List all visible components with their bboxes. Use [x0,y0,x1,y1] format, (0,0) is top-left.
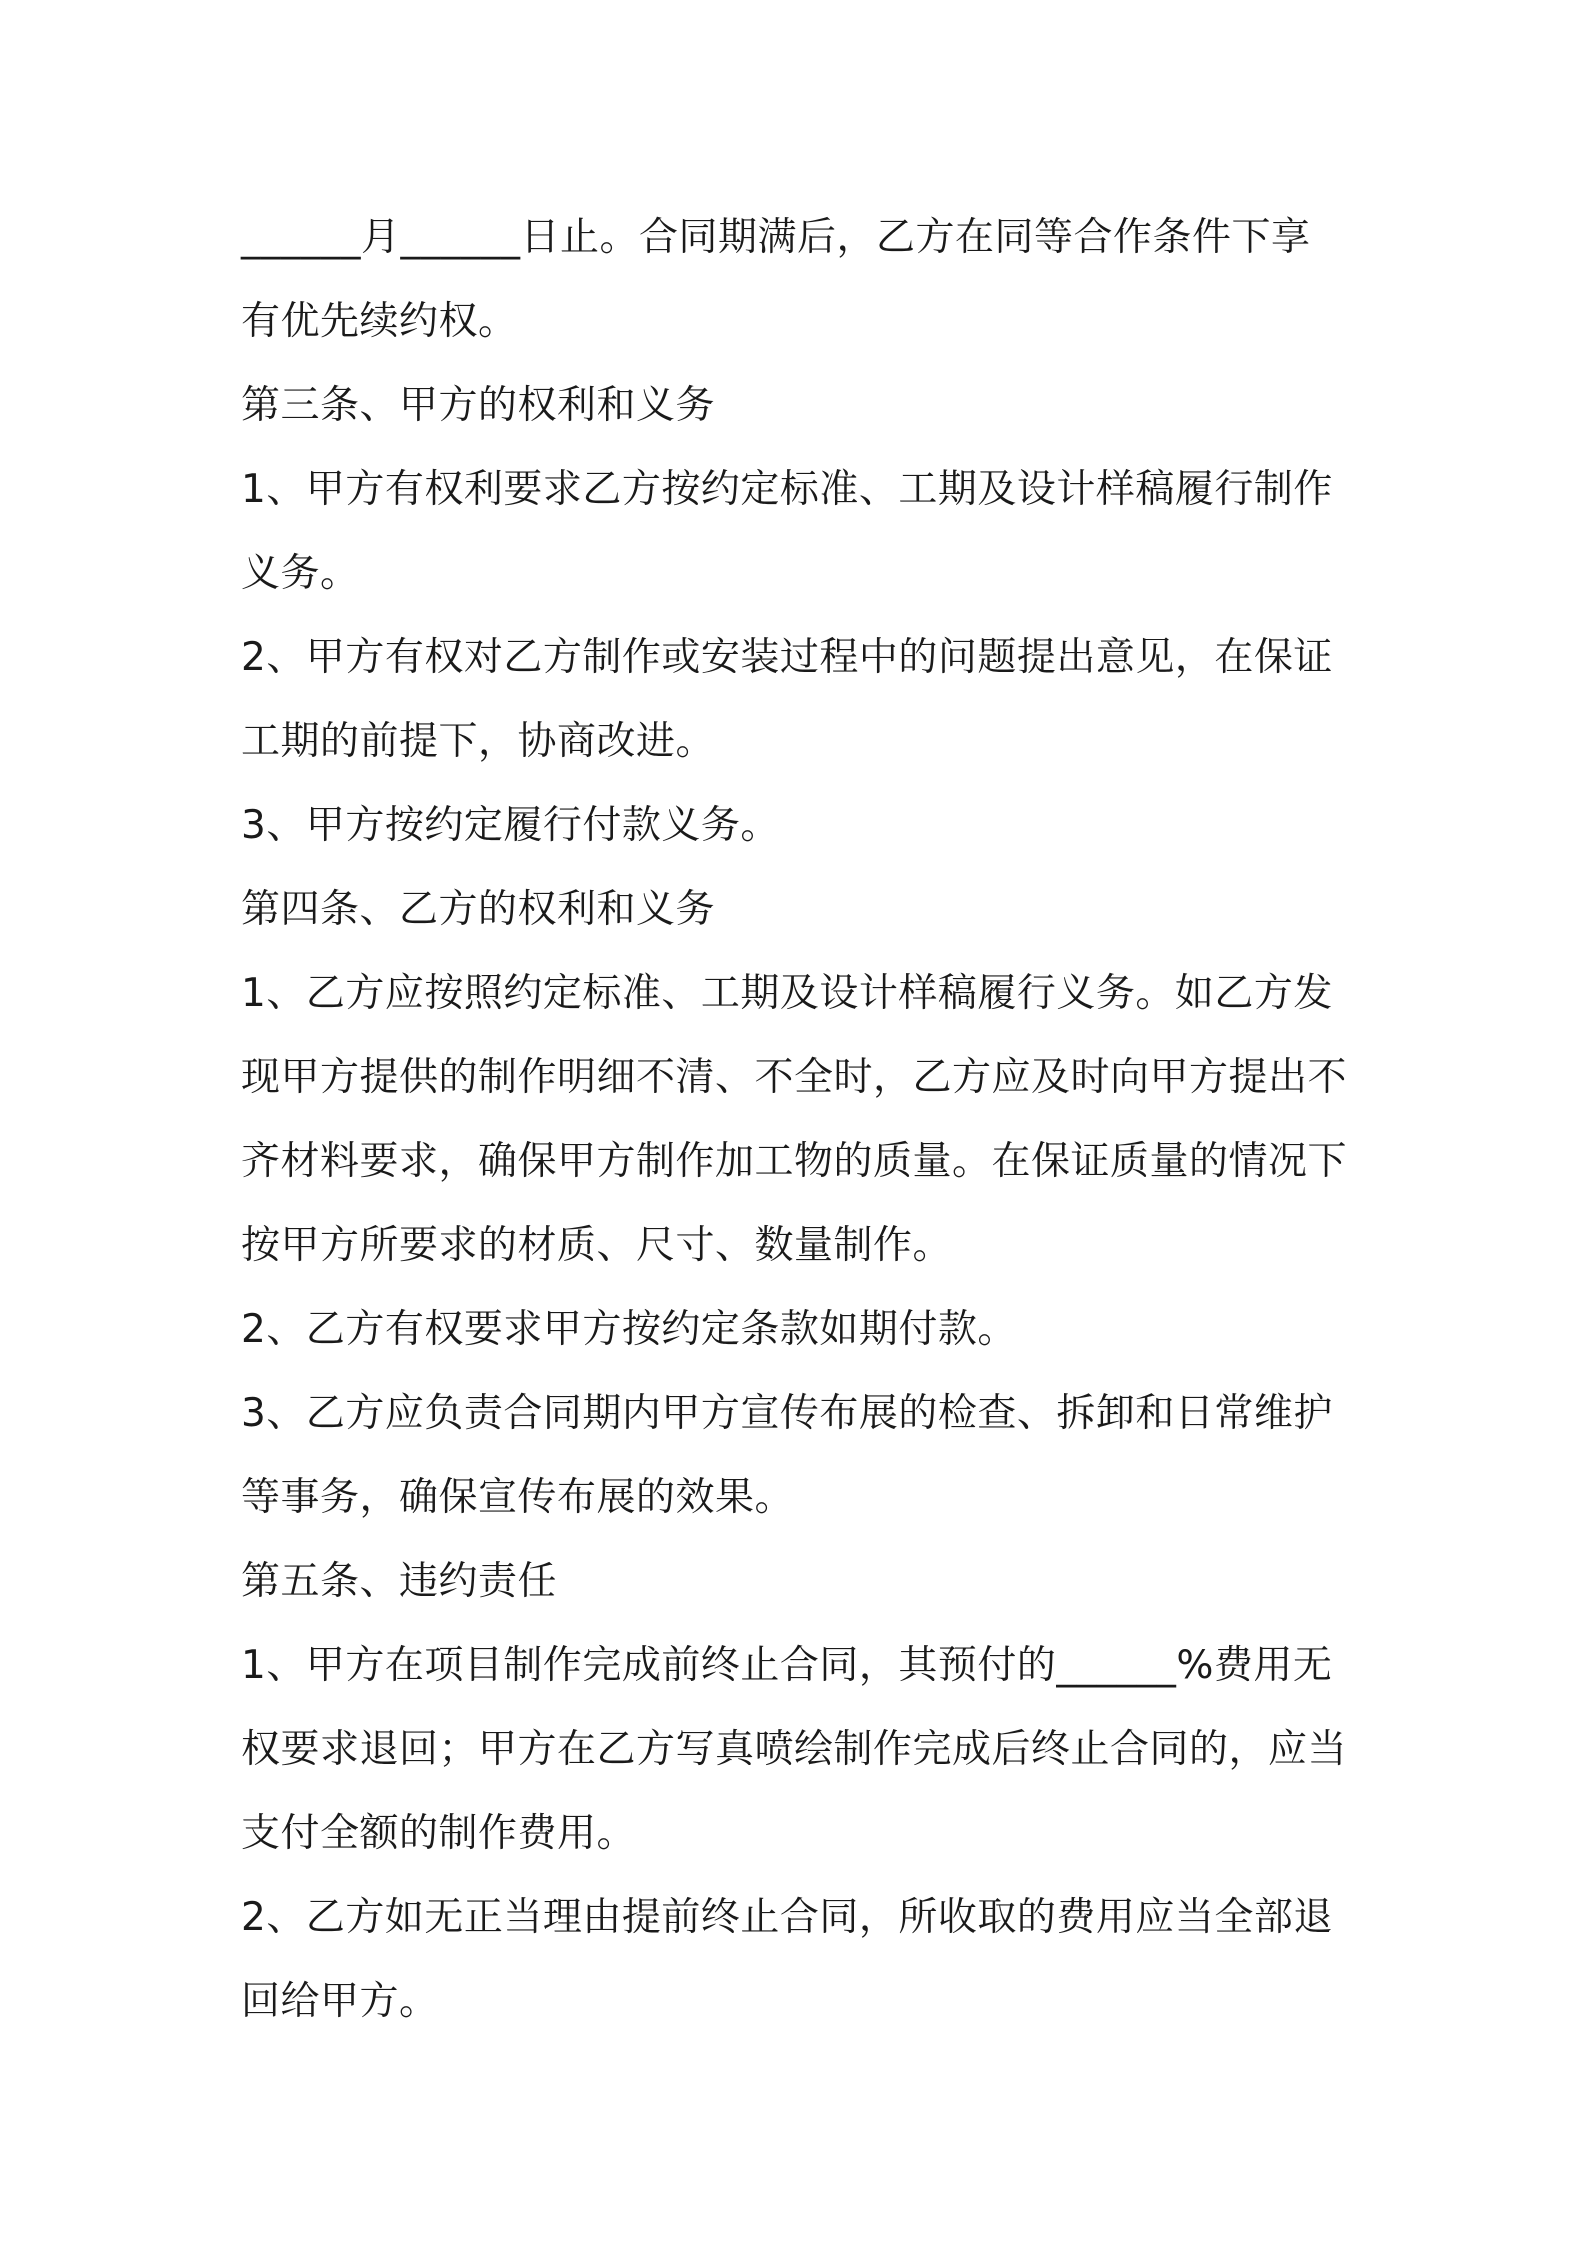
text-line: 支付全额的制作费用。 [241,1811,637,1856]
text-line: 2、乙方有权要求甲方按约定条款如期付款。 [241,1307,1017,1352]
section-heading: 第四条、乙方的权利和义务 [241,887,716,932]
text-line: 有优先续约权。 [241,299,518,344]
text-line: 义务。 [241,551,360,596]
text-line: 1、乙方应按照约定标准、工期及设计样稿履行义务。如乙方发 [241,971,1333,1016]
section-heading: 第五条、违约责任 [241,1559,558,1604]
text-line: 工期的前提下，协商改进。 [241,719,716,764]
text-line: 2、甲方有权对乙方制作或安装过程中的问题提出意见，在保证 [241,635,1333,680]
text-line: 1、甲方有权利要求乙方按约定标准、工期及设计样稿履行制作 [241,467,1333,512]
text-line: 现甲方提供的制作明细不清、不全时，乙方应及时向甲方提出不 [241,1055,1348,1100]
text-line: 3、乙方应负责合同期内甲方宣传布展的检查、拆卸和日常维护 [241,1391,1333,1436]
document-body [241,196,1361,2044]
text-line: 回给甲方。 [241,1979,439,2024]
text-line: ______月______日止。合同期满后，乙方在同等合作条件下享 [241,215,1311,260]
text-line: 2、乙方如无正当理由提前终止合同，所收取的费用应当全部退 [241,1895,1333,1940]
text-line: 权要求退回；甲方在乙方写真喷绘制作完成后终止合同的，应当 [241,1727,1348,1772]
text-line: 按甲方所要求的材质、尺寸、数量制作。 [241,1223,953,1268]
text-line: 齐材料要求，确保甲方制作加工物的质量。在保证质量的情况下 [241,1139,1348,1184]
text-line: 1、甲方在项目制作完成前终止合同，其预付的______%费用无 [241,1643,1333,1688]
text-line: 3、甲方按约定履行付款义务。 [241,803,780,848]
section-heading: 第三条、甲方的权利和义务 [241,383,716,428]
text-line: 等事务，确保宣传布展的效果。 [241,1475,795,1520]
